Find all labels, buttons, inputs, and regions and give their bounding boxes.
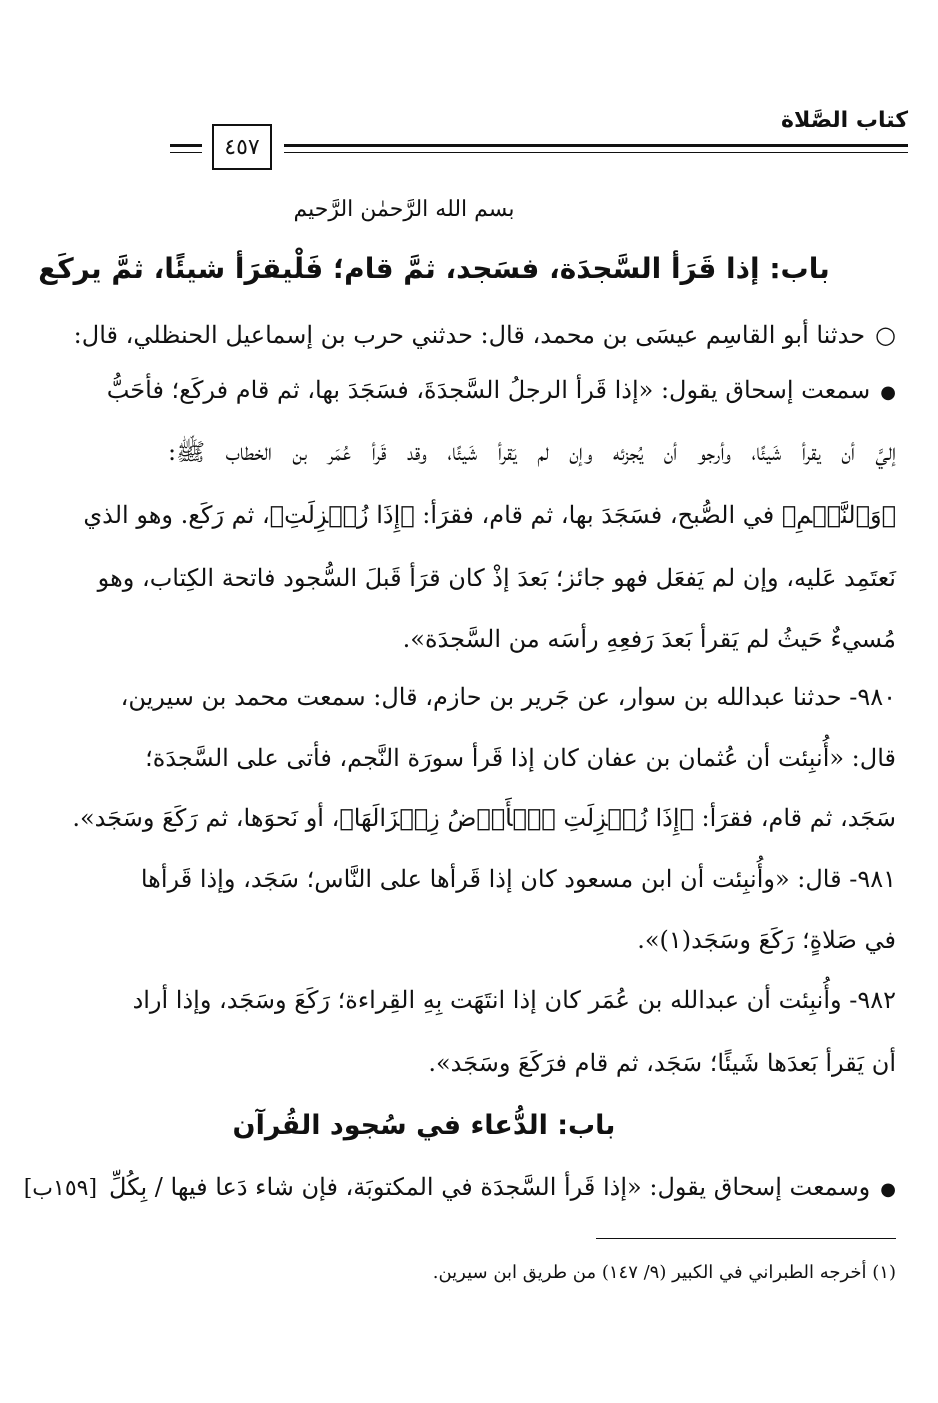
text-line-last: [23, 1172, 896, 1204]
basmala: بسم الله الرَّحمٰن الرَّحيم: [293, 197, 515, 222]
hadith-981-line-1: ٩٨١- قال: «وأُنبِئت أن ابن مسعود كان إذا قَرأها على النَّاس؛ سَجَد، وإذا قَرأها: [140, 865, 896, 893]
footnote-separator: [596, 1238, 896, 1239]
bullet-icon: [870, 376, 896, 404]
book-title: كتاب الصَّلاة: [781, 108, 908, 133]
header-rule-right-thin: [284, 152, 908, 153]
manuscript-folio-ref: [١٥٩ب]: [23, 1176, 98, 1201]
header-rule-left: [170, 144, 202, 147]
text-line-1-content: حدثنا أبو القاسِم عيسَى بن محمد، قال: حدثني حرب بن إسماعيل الحنظلي، قال:: [73, 321, 866, 349]
text-line-2: [106, 375, 896, 406]
hadith-980-line-1: ٩٨٠- حدثنا عبدالله بن سوار، عن جَرير بن حازم، قال: سمعت محمد بن سيرين،: [120, 683, 896, 711]
text-line-5: نَعتَمِد عَليه، وإن لم يَفعَل فهو جائز؛ بَعدَ إذْ كان قرَأ قَبلَ السُّجود فاتحة الكِتاب، وهو: [97, 564, 896, 592]
hadith-980-line-2: قال: «أُنبِئت أن عُثمان بن عفان كان إذا قَرأ سورَة النَّجم، فأتى على السَّجدَة؛: [145, 744, 896, 772]
text-line-4: ﴿وَٱلنَّجۡمِ﴾ في الصُّبح، فسَجَدَ بها، ثم قام، فقرَأ: ﴿إِذَا زُلۡزِلَتِ﴾، ثم رَكَع. وهو الذي: [83, 501, 896, 529]
hadith-982-line-1: ٩٨٢- وأُنبِئت أن عبدالله بن عُمَر كان إذا انتَهَت بِهِ القِراءة؛ رَكَعَ وسَجَد، وإذا أراد: [132, 986, 896, 1014]
hadith-981-line-2: في صَلاةٍ؛ رَكَعَ وسَجَد(١)».: [637, 926, 896, 954]
chapter-heading-sujud-recitation: باب: إذا قَرَأ السَّجدَة، فسَجد، ثمَّ قام؛ فَلْيقرَأ شيئًا، ثمَّ يركَع: [38, 252, 830, 285]
text-line-last-content: وسمعت إسحاق يقول: «إذا قَرأ السَّجدَة في المكتوبَة، فإن شاء دَعا فيها / بِكُلِّ: [109, 1173, 871, 1201]
page-number-text: ٤٥٧: [224, 134, 260, 160]
chapter-heading-dua-in-sujud: باب: الدُّعاء في سُجود القُرآن: [232, 1110, 616, 1141]
footnote-1: (١) أخرجه الطبراني في الكبير (٩/ ١٤٧) من طريق ابن سيرين.: [432, 1262, 896, 1283]
text-line-1: [73, 320, 896, 351]
header-rule-left-thin: [170, 152, 202, 153]
page-number: [212, 124, 272, 170]
hadith-980-line-3: سَجَد، ثم قام، فقرَأ: ﴿إِذَا زُلۡزِلَتِ ٱلۡأَرۡضُ زِلۡزَالَهَا﴾، أو نَحوَها، ثم رَكَعَ وسَجَد».: [72, 804, 896, 832]
hadith-982-line-2: أن يَقرأ بَعدَها شَيئًا؛ سَجَد، ثم قام فرَكَعَ وسَجَد».: [428, 1049, 896, 1077]
text-line-6: مُسيءٌ حَيثُ لم يَقرأ بَعدَ رَفعِهِ رأسَه من السَّجدَة».: [402, 625, 896, 653]
header-rule-right: [284, 144, 908, 147]
bullet-icon: [870, 1173, 896, 1201]
text-line-3: إليَّ أن يقرأ شَيئًا، وأرجو أن يُجزئه وإن لم يَقرأ شَيئًا، وقد قَرأ عُمَر بن الخطاب ﷺ:: [168, 438, 896, 466]
text-line-2-content: سمعت إسحاق يقول: «إذا قَرأ الرجلُ السَّجدَةَ، فسَجَدَ بها، ثم قام فركَع؛ فأحَبُّ: [106, 376, 871, 404]
